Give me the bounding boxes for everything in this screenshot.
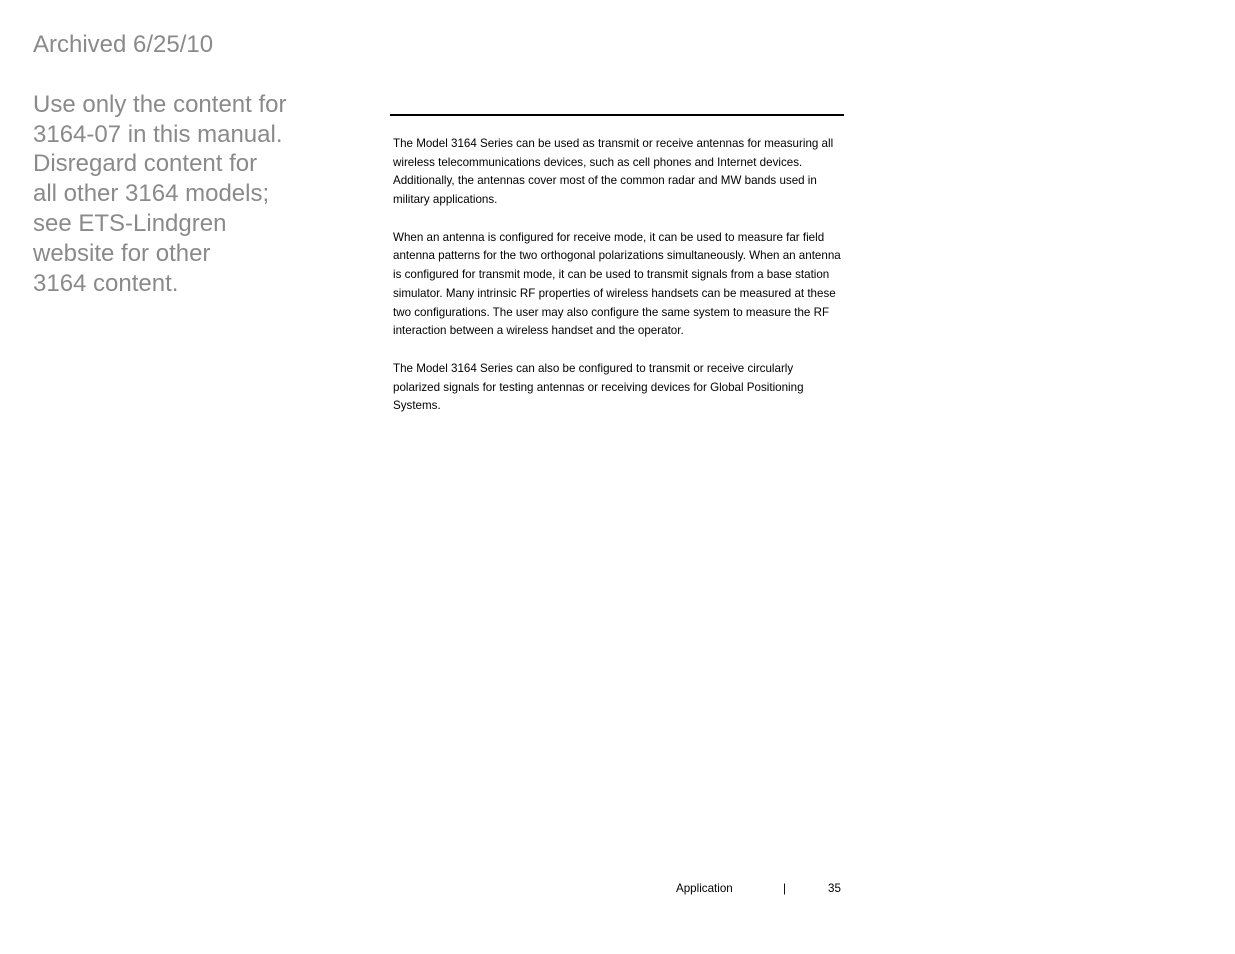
archive-line: website for other — [33, 239, 211, 267]
paragraph: The Model 3164 Series can also be configured to transmit or receive circularly polarized signals for testing antennas or receiving devices for Global Positioning Systems. — [393, 361, 804, 413]
archive-line: all other 3164 models; — [33, 180, 270, 208]
archive-date: Archived 6/25/10 — [33, 31, 214, 58]
archive-line: see ETS-Lindgren — [33, 209, 227, 237]
archive-line: Use only the content for — [33, 90, 287, 118]
footer-separator: | — [783, 882, 787, 895]
footer-section-name: Application — [676, 882, 733, 895]
archive-line: 3164-07 in this manual. — [33, 120, 283, 148]
page-number: 35 — [828, 882, 841, 895]
section-divider — [390, 114, 844, 116]
paragraph: When an antenna is configured for receive mode, it can be used to measure far field antenna patterns for the two orthogonal polarizations simultaneously. When an antenna is configured for transmit mode, it can be used to transmit signals from a base station simulator. Many intrinsic RF properties of wireless handsets can be measured at these two configurations. The user may also configure the same system to measure the RF interaction between a wireless handset and the operator. — [393, 230, 841, 338]
archive-instructions — [33, 90, 363, 299]
archive-line: 3164 content. — [33, 269, 179, 297]
paragraph: The Model 3164 Series can be used as transmit or receive antennas for measuring all wireless telecommunications devices, such as cell phones and Internet devices. Additionally, the antennas cover most of the common radar and MW bands used in military applications. — [393, 137, 834, 207]
body-text — [393, 135, 843, 435]
archive-notice — [33, 30, 363, 298]
archive-line: Disregard content for — [33, 150, 258, 178]
